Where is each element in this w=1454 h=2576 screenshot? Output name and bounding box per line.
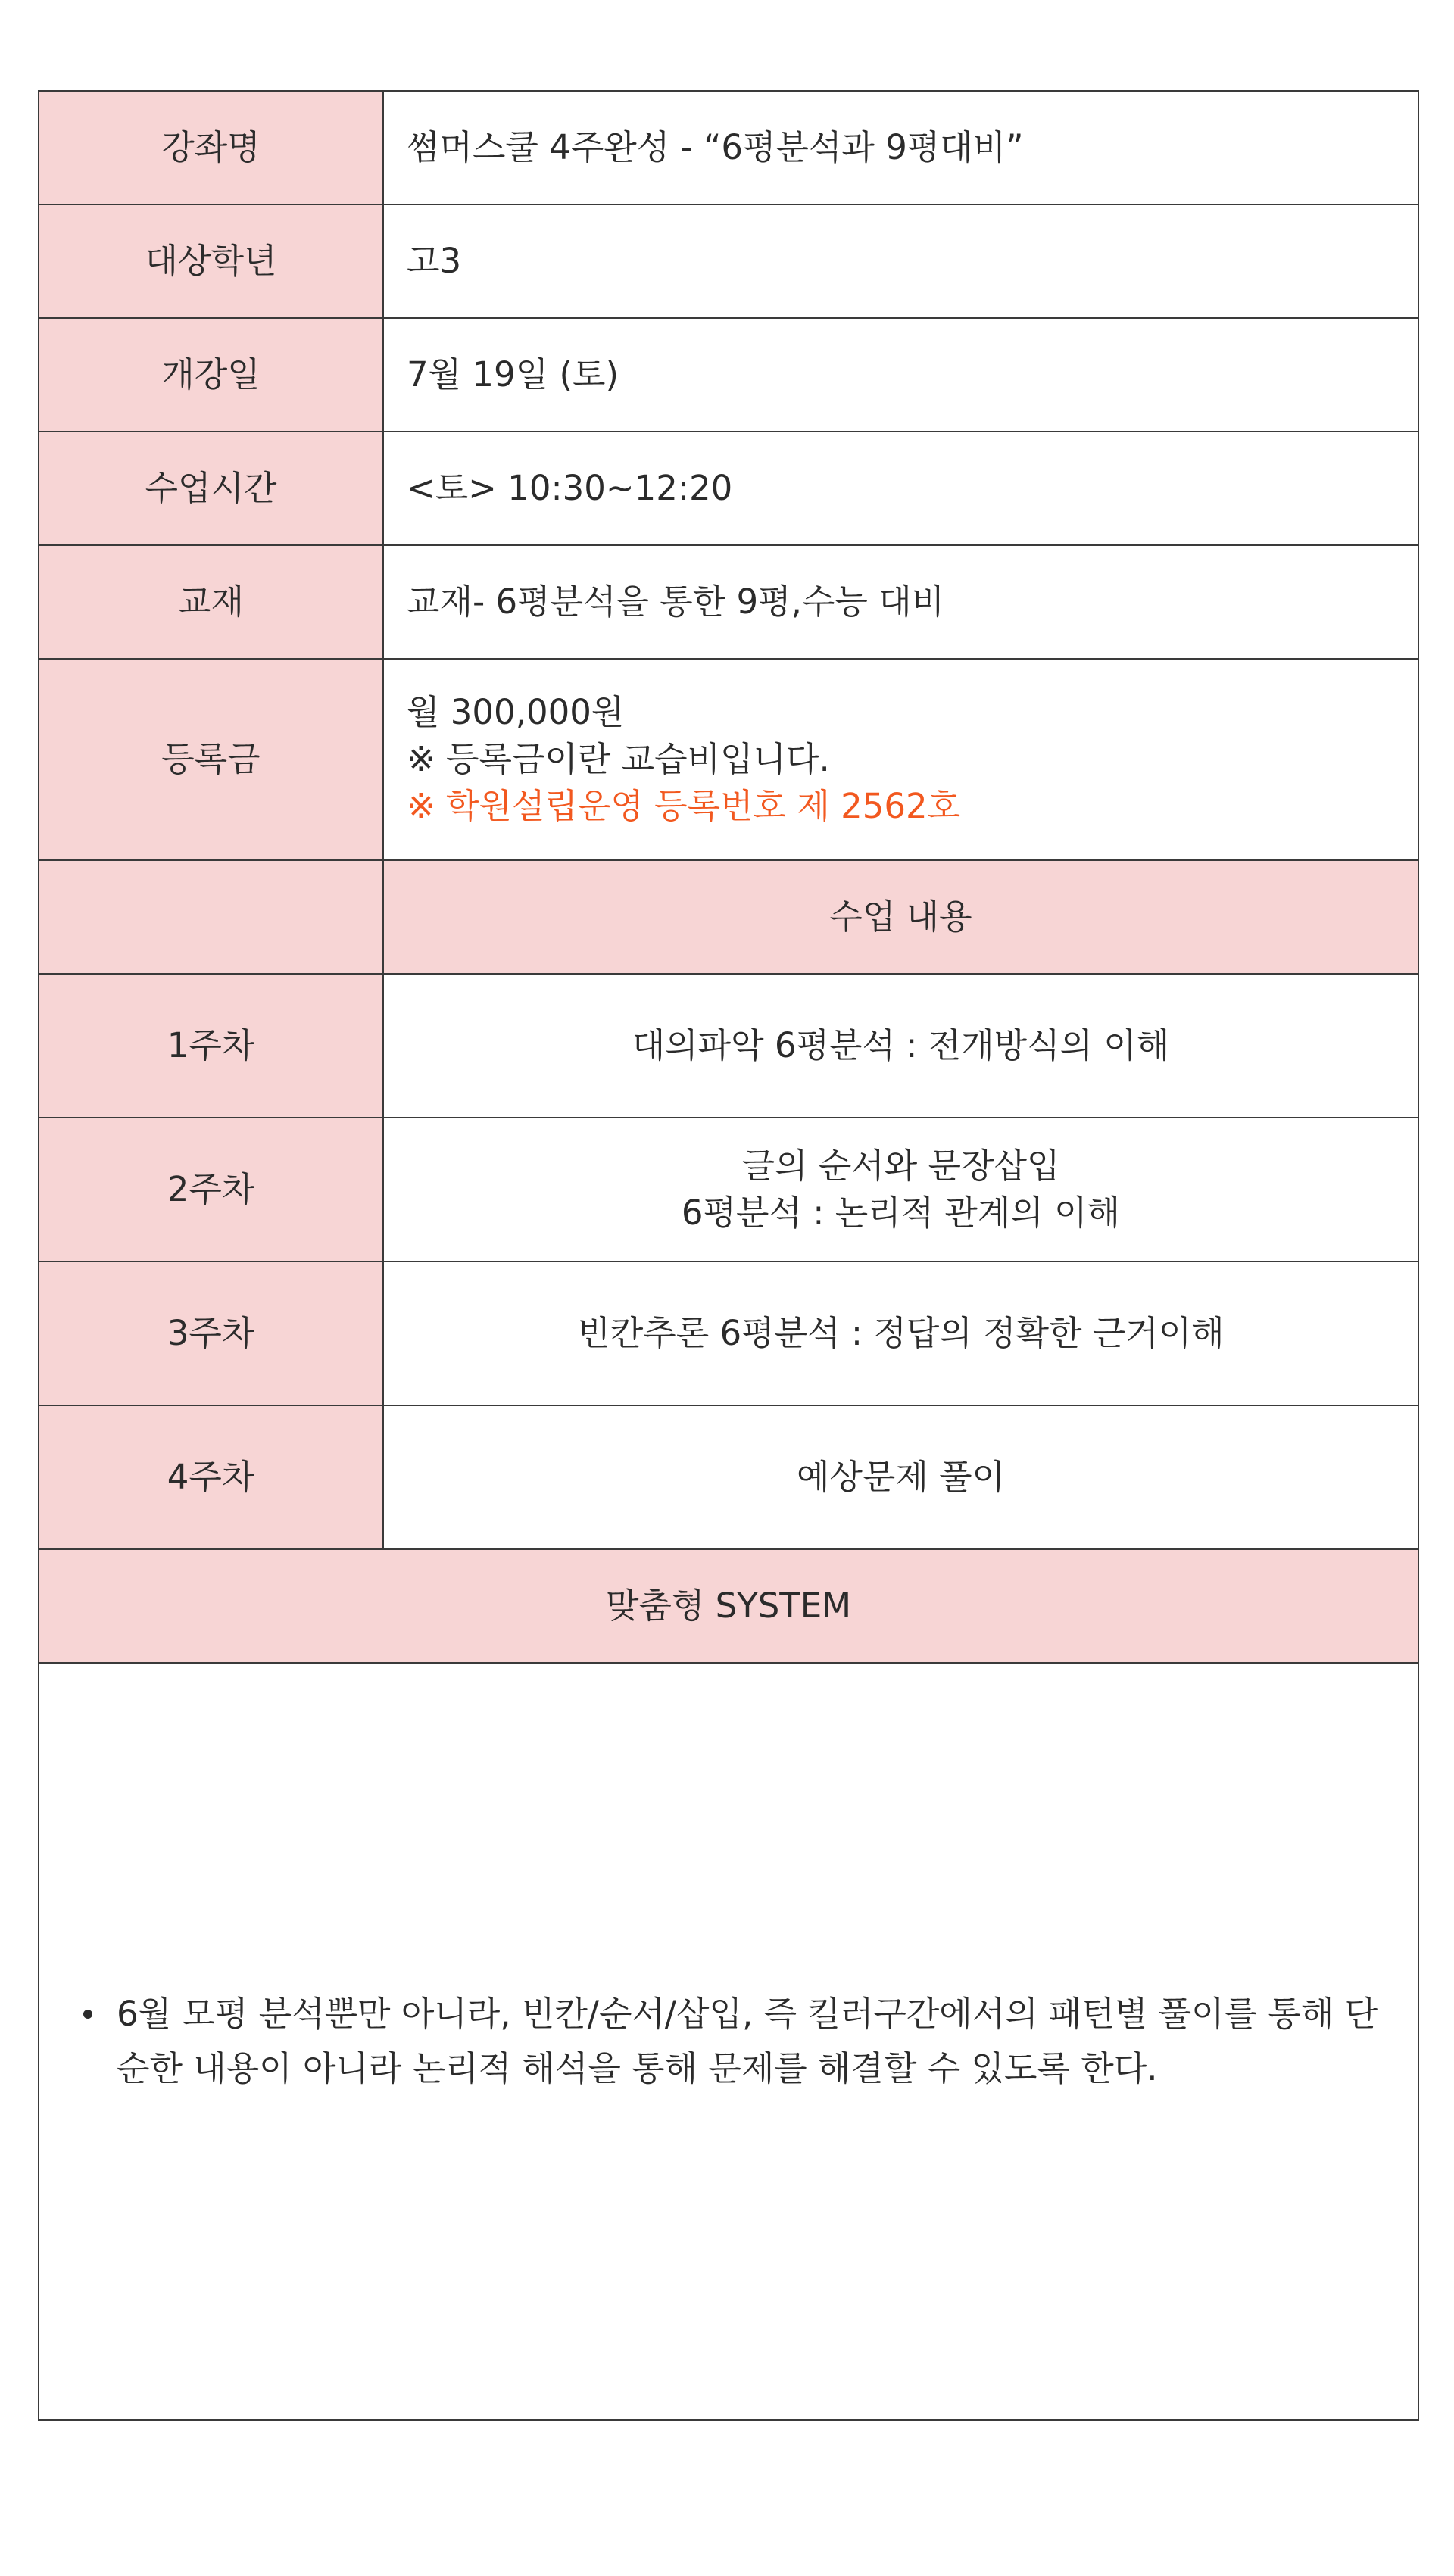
week-content	[383, 1118, 1418, 1261]
week-label: 1주차	[39, 974, 383, 1118]
week-label: 4주차	[39, 1405, 383, 1549]
week-row	[39, 1405, 1418, 1549]
target-grade-value: 고3	[383, 204, 1418, 318]
tuition-row	[39, 659, 1418, 860]
curriculum-header-row	[39, 860, 1418, 974]
target-grade-row	[39, 204, 1418, 318]
week-content-line: 예상문제 풀이	[796, 1457, 1006, 1497]
week-row	[39, 1261, 1418, 1405]
textbook-row	[39, 545, 1418, 659]
class-time-label: 수업시간	[39, 432, 383, 545]
week-content	[383, 974, 1418, 1118]
target-grade-label: 대상학년	[39, 204, 383, 318]
system-bullet-item	[39, 1987, 1418, 2096]
course-name-row	[39, 91, 1418, 204]
textbook-value: 교재- 6평분석을 통한 9평,수능 대비	[383, 545, 1418, 659]
tuition-note: ※ 등록금이란 교습비입니다.	[407, 739, 830, 779]
start-date-row	[39, 318, 1418, 432]
course-name-label: 강좌명	[39, 91, 383, 204]
textbook-label: 교재	[39, 545, 383, 659]
tuition-amount: 월 300,000원	[407, 692, 625, 732]
start-date-label: 개강일	[39, 318, 383, 432]
week-row	[39, 1118, 1418, 1261]
week-label: 3주차	[39, 1261, 383, 1405]
system-description-row	[39, 1663, 1418, 2420]
week-label: 2주차	[39, 1118, 383, 1261]
system-bullet-text: 6월 모평 분석뿐만 아니라, 빈칸/순서/삽입, 즉 킬러구간에서의 패턴별 풀이를 통해 단순한 내용이 아니라 논리적 해석을 통해 문제를 해결할 수 있도록 한다.	[117, 1994, 1378, 2088]
curriculum-header: 수업 내용	[383, 860, 1418, 974]
system-description-cell	[39, 1663, 1418, 2420]
registration-number: ※ 학원설립운영 등록번호 제 2562호	[407, 786, 961, 826]
course-info-table	[38, 90, 1419, 2421]
week-row	[39, 974, 1418, 1118]
week-content	[383, 1405, 1418, 1549]
week-content-line: 6평분석 : 논리적 관계의 이해	[681, 1193, 1121, 1233]
class-time-row	[39, 432, 1418, 545]
tuition-label: 등록금	[39, 659, 383, 860]
system-title-row	[39, 1549, 1418, 1663]
curriculum-header-empty-cell	[39, 860, 383, 974]
class-time-value: <토> 10:30~12:20	[383, 432, 1418, 545]
tuition-value	[383, 659, 1418, 860]
start-date-value: 7월 19일 (토)	[383, 318, 1418, 432]
bullet-dot-icon	[83, 2010, 92, 2019]
system-title: 맞춤형 SYSTEM	[39, 1549, 1418, 1663]
course-name-value: 썸머스쿨 4주완성 - “6평분석과 9평대비”	[383, 91, 1418, 204]
week-content	[383, 1261, 1418, 1405]
week-content-line: 글의 순서와 문장삽입	[741, 1146, 1060, 1186]
week-content-line: 대의파악 6평분석 : 전개방식의 이해	[632, 1025, 1170, 1065]
week-content-line: 빈칸추론 6평분석 : 정답의 정확한 근거이해	[577, 1313, 1225, 1353]
